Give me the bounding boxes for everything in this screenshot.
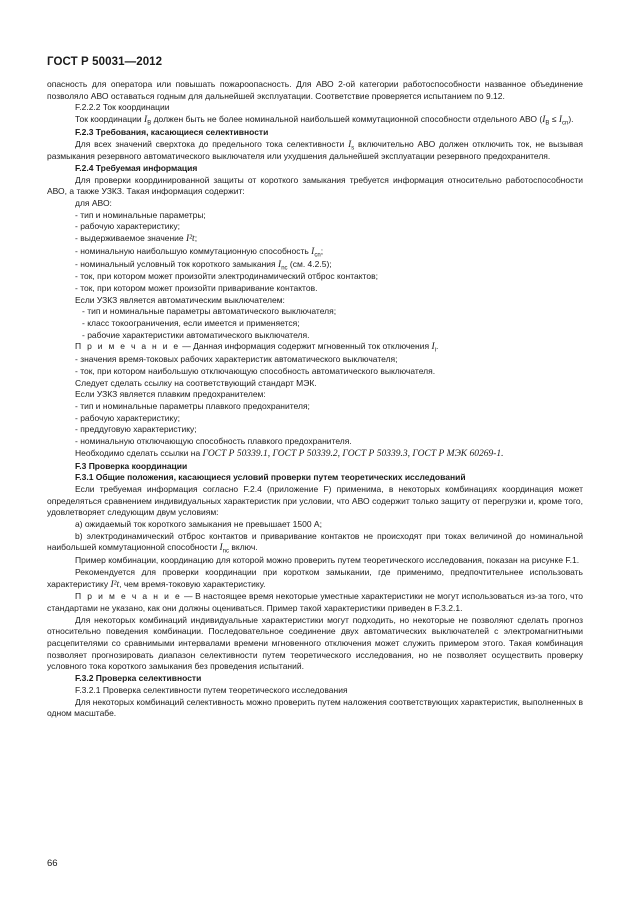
math-subscript: cn bbox=[562, 120, 569, 127]
math-subscript: nc bbox=[222, 549, 230, 556]
paragraph bbox=[47, 567, 583, 591]
section-heading: F.3.2.1 Проверка селективности путем теоретического исследования bbox=[75, 684, 348, 695]
math-subscript: cn bbox=[314, 252, 321, 259]
text-run: - номинальную наибольшую коммутационную способность bbox=[75, 245, 312, 256]
list-item: - ток, при котором наибольшую отключающую способность автоматического выключателя. bbox=[75, 365, 436, 376]
section-heading: F.3 Проверка координации bbox=[75, 460, 188, 471]
section-heading: F.3.1 Общие положения, касающиеся условий проверки путем теоретических исследований bbox=[75, 472, 466, 483]
math-symbol: I bbox=[542, 115, 546, 126]
math-symbol: I bbox=[278, 259, 282, 270]
list-item: - рабочие характеристики автоматического выключателя. bbox=[82, 329, 310, 340]
paragraph: Для некоторых комбинаций индивидуальные характеристики могут подходить, но некоторые не позволяют сделать прогноз относительно поведения комбинации. Последовательное соединение двух автоматических выключателей с электромагнитными расцепителями со сравнимыми интервалами времени мгновенного отключения может служить примером этого. Такая комбинация позволяет прогнозировать диапазон селективности путем теоретического исследования, но не позволяет осуществить проверку условного тока короткого замыкания без проведения испытаний. bbox=[47, 614, 583, 672]
text-run: (см. 4.2.5); bbox=[287, 258, 332, 269]
text-run: - выдерживаемое значение bbox=[75, 233, 187, 244]
section-heading: F.2.3 Требования, касающиеся селективности bbox=[75, 126, 269, 137]
math-symbol: I²t bbox=[186, 234, 195, 245]
list-caption: Если УЗКЗ является автоматическим выключателем: bbox=[75, 294, 285, 305]
list-caption: Если УЗКЗ является плавким предохранителем: bbox=[75, 389, 266, 400]
math-symbol: I bbox=[431, 342, 435, 353]
list-item: - значения время-токовых рабочих характеристик автоматического выключателя; bbox=[75, 354, 398, 365]
text-run: Для всех значений сверхтока до предельного тока селективности bbox=[75, 138, 345, 149]
text-run: , чем время-токовую характеристику. bbox=[119, 578, 266, 589]
standards-references: ГОСТ Р 50339.1, ГОСТ Р 50339.2, ГОСТ Р 50339.3, ГОСТ Р МЭК 60269-1. bbox=[202, 448, 504, 459]
list-item: - ток, при котором может произойти электродинамический отброс контактов; bbox=[75, 271, 378, 282]
paragraph: Если требуемая информация согласно F.2.4 (приложение F) применима, в некоторых комбинациях координация может определяться сравнением индивидуальных характеристик при условии, что АВО содержит только защиту от перегрузки и, кроме того, удовлетворяет следующим двум условиям: bbox=[47, 483, 583, 518]
paragraph: опасность для оператора или повышать пожароопасность. Для АВО 2-ой категории работоспособности названное объединение позволяло АВО оставаться годным для дальнейшей эксплуатации. Соответствие проверяется испытанием по 9.12. bbox=[47, 79, 583, 101]
note: П р и м е ч а н и е — Данная информация содержит мгновенный ток отключения $I_i$. bbox=[75, 341, 439, 355]
document-body bbox=[47, 79, 583, 720]
text-run: — Данная информация содержит мгновенный ток отключения bbox=[179, 341, 432, 352]
paragraph: Следует сделать ссылку на соответствующий стандарт МЭК. bbox=[75, 377, 317, 388]
note-label: П р и м е ч а н и е bbox=[75, 591, 182, 602]
math-operator: ≤ bbox=[551, 114, 557, 125]
list-item: - тип и номинальные параметры плавкого предохранителя; bbox=[75, 400, 310, 411]
math-subscript: s bbox=[351, 145, 355, 152]
note bbox=[47, 591, 583, 614]
math-symbol: I²t bbox=[110, 579, 120, 590]
paragraph bbox=[47, 448, 583, 461]
paragraph: Для проверки координированной защиты от короткого замыкания требуется информация относительно работоспособности АВО, а также УЗКЗ. Такая информация содержит: bbox=[47, 174, 583, 197]
math-symbol: I bbox=[311, 246, 315, 257]
text-run: включ. bbox=[229, 542, 258, 553]
math-symbol: I bbox=[144, 115, 148, 126]
math-symbol: I bbox=[348, 139, 352, 150]
section-heading: F.2.2.2 Ток координации bbox=[75, 102, 170, 113]
section-heading: F.3.2 Проверка селективности bbox=[75, 673, 202, 684]
text-run: Ток координации bbox=[75, 114, 142, 125]
list-item: a) ожидаемый ток короткого замыкания не превышает 1500 А; bbox=[75, 519, 322, 530]
list-item: - тип и номинальные параметры автоматического выключателя; bbox=[82, 306, 337, 317]
math-subscript: nc bbox=[281, 265, 288, 272]
paragraph bbox=[47, 139, 583, 163]
math-subscript: B bbox=[147, 120, 152, 127]
text-run: - номинальный условный ток короткого замыкания bbox=[75, 258, 279, 269]
list-caption: для АВО: bbox=[75, 198, 112, 209]
paragraph bbox=[47, 114, 583, 127]
list-item: - номинальную наибольшую коммутационную способность $I_{cn}$; bbox=[75, 245, 324, 259]
list-item: - класс токоограничения, если имеется и применяется; bbox=[82, 318, 300, 329]
math-symbol: I bbox=[219, 543, 223, 554]
list-item bbox=[47, 531, 583, 555]
list-item bbox=[47, 259, 583, 272]
text-run: Рекомендуется для проверки координации при коротком замыкании, где применимо, предпочтительнее использовать характеристику bbox=[47, 566, 583, 589]
text-run: b) электродинамический отброс контактов и приваривание контактов не происходят при токах величиной до номинальной наибольшей коммутационной способности bbox=[47, 530, 583, 553]
note-label: П р и м е ч а н и е bbox=[75, 341, 180, 352]
list-item: - тип и номинальные параметры; bbox=[75, 209, 206, 220]
page-number: 66 bbox=[47, 858, 58, 869]
document-header: ГОСТ Р 50031—2012 bbox=[47, 56, 163, 68]
text-run: должен быть не более номинальной наибольшей коммутационной способности отдельного АВО ( bbox=[153, 114, 543, 125]
paragraph: Для некоторых комбинаций селективность можно проверить путем наложения соответствующих характеристик, выполненных в одном масштабе. bbox=[47, 696, 583, 719]
list-item: - номинальную отключающую способность плавкого предохранителя. bbox=[75, 436, 352, 447]
text-run: ). bbox=[568, 114, 574, 125]
math-subscript: i bbox=[434, 348, 436, 355]
paragraph: Пример комбинации, координацию для которой можно проверить путем теоретического исследования, показан на рисунке F.1. bbox=[75, 555, 580, 566]
section-heading: F.2.4 Требуемая информация bbox=[75, 162, 198, 173]
list-item: - выдерживаемое значение I²t; bbox=[75, 233, 198, 245]
text-run: Необходимо сделать ссылки на bbox=[75, 447, 203, 458]
list-item: - преддуговую характеристику; bbox=[75, 424, 197, 435]
list-item: - рабочую характеристику; bbox=[75, 412, 180, 423]
math-symbol: I bbox=[558, 115, 562, 126]
list-item: - ток, при котором может произойти приваривание контактов. bbox=[75, 282, 318, 293]
list-item: - рабочую характеристику; bbox=[75, 221, 180, 232]
text-run: — В настоящее время некоторые уместные характеристики не могут использоваться из-за того, что стандартами не указано, как они должны оцениваться. Пример такой характеристики приведен в F.3.2.1. bbox=[47, 591, 583, 613]
text-run: включительно АВО должен отключить ток, не вызывая размыкания резервного автоматического выключателя или ухудшения дальнейшей эксплуатации резервного предохранителя. bbox=[47, 138, 583, 162]
math-subscript: B bbox=[545, 120, 550, 127]
